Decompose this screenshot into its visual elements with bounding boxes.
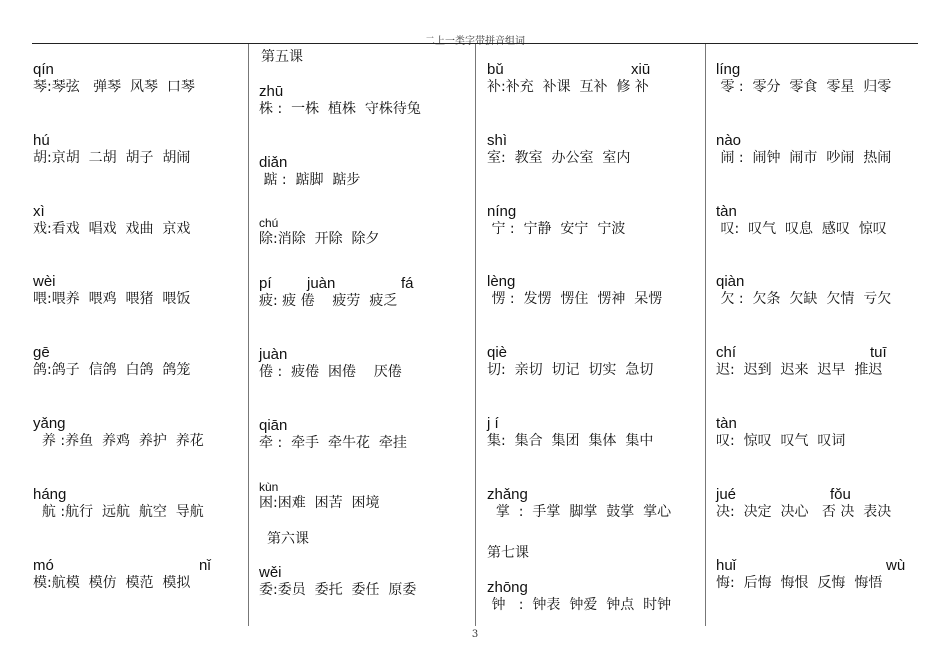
page-number: 3 bbox=[471, 629, 479, 640]
word-list: 疲: 疲 倦 疲劳 疲乏 bbox=[259, 293, 398, 309]
word-list: 欠 : 欠条 欠缺 欠情 亏欠 bbox=[716, 291, 892, 307]
vocab-entry bbox=[487, 127, 702, 167]
column-divider bbox=[248, 44, 249, 626]
column-1 bbox=[33, 44, 245, 626]
vocab-entry bbox=[259, 559, 471, 599]
word-list: 悔: 后悔 悔恨 反悔 悔悟 bbox=[716, 575, 883, 591]
vocab-entry bbox=[716, 339, 916, 379]
vocab-entry bbox=[487, 574, 702, 614]
vocab-entry bbox=[33, 339, 245, 379]
word-list: 株 : 一株 植株 守株待兔 bbox=[259, 101, 421, 117]
vocab-entry bbox=[716, 198, 916, 238]
word-list: 困:困难 困苦 困境 bbox=[259, 495, 380, 511]
vocab-entry bbox=[33, 481, 245, 521]
pinyin: huǐ bbox=[716, 557, 737, 574]
word-list: 鸽:鸽子 信鸽 白鸽 鸽笼 bbox=[33, 362, 191, 378]
vocab-entry bbox=[487, 410, 702, 450]
vocab-entry bbox=[33, 410, 245, 450]
pinyin: chú bbox=[259, 216, 279, 230]
pinyin: qiàn bbox=[716, 273, 745, 290]
vocab-entry bbox=[487, 339, 702, 379]
word-list: 踮 : 踮脚 踮步 bbox=[259, 172, 361, 188]
word-list: 喂:喂养 喂鸡 喂猪 喂饭 bbox=[33, 291, 191, 307]
pinyin: wěi bbox=[259, 564, 282, 581]
word-list: 切: 亲切 切记 切实 急切 bbox=[487, 362, 654, 378]
vocab-entry bbox=[716, 410, 916, 450]
pinyin: wèi bbox=[33, 273, 56, 290]
word-list: 琴:琴弦 弹琴 风琴 口琴 bbox=[33, 79, 195, 95]
column-divider bbox=[705, 44, 706, 626]
pinyin: juàn bbox=[307, 275, 336, 292]
vocab-entry bbox=[716, 481, 916, 521]
pinyin: diǎn bbox=[259, 154, 288, 171]
vocab-entry bbox=[487, 198, 702, 238]
vocab-entry bbox=[716, 127, 916, 167]
vocab-entry bbox=[259, 208, 471, 248]
pinyin: tàn bbox=[716, 415, 737, 432]
column-4 bbox=[716, 44, 916, 626]
pinyin: xì bbox=[33, 203, 45, 220]
pinyin: tuī bbox=[870, 344, 887, 361]
column-3 bbox=[487, 44, 702, 626]
word-list: 牵 : 牵手 牵牛花 牵挂 bbox=[259, 435, 407, 451]
pinyin: qiān bbox=[259, 417, 288, 434]
vocab-entry bbox=[716, 552, 916, 592]
pinyin: bǔ bbox=[487, 61, 504, 78]
pinyin: hú bbox=[33, 132, 50, 149]
vocab-entry bbox=[259, 149, 471, 189]
pinyin: lèng bbox=[487, 273, 516, 290]
pinyin: chí bbox=[716, 344, 737, 361]
pinyin: j í bbox=[487, 415, 499, 432]
vocab-entry bbox=[33, 56, 245, 96]
pinyin: wù bbox=[886, 557, 906, 574]
vocab-entry bbox=[259, 412, 471, 452]
word-list: 养 :养鱼 养鸡 养护 养花 bbox=[33, 433, 204, 449]
pinyin: fǒu bbox=[830, 486, 851, 503]
word-list: 掌 : 手掌 脚掌 鼓掌 掌心 bbox=[487, 504, 672, 520]
pinyin: xiū bbox=[631, 61, 651, 78]
pinyin: yǎng bbox=[33, 415, 66, 432]
word-list: 闹 : 闹钟 闹市 吵闹 热闹 bbox=[716, 150, 892, 166]
pinyin: pí bbox=[259, 275, 272, 292]
vocab-entry bbox=[33, 268, 245, 308]
pinyin: tàn bbox=[716, 203, 737, 220]
vocab-entry bbox=[33, 127, 245, 167]
word-list: 愣 : 发愣 愣住 愣神 呆愣 bbox=[487, 291, 663, 307]
vocab-entry bbox=[259, 341, 471, 381]
pinyin: nào bbox=[716, 132, 742, 149]
pinyin: qín bbox=[33, 61, 54, 78]
word-list: 零 : 零分 零食 零星 归零 bbox=[716, 79, 892, 95]
pinyin: kùn bbox=[259, 480, 279, 494]
word-list: 叹: 叹气 叹息 感叹 惊叹 bbox=[716, 221, 887, 237]
pinyin: shì bbox=[487, 132, 508, 149]
vocab-entry bbox=[259, 78, 471, 118]
pinyin: nǐ bbox=[199, 557, 211, 574]
word-list: 模:航模 模仿 模范 模拟 bbox=[33, 575, 191, 591]
vocab-entry bbox=[487, 268, 702, 308]
pinyin: zhōng bbox=[487, 579, 528, 596]
word-list: 叹: 惊叹 叹气 叹词 bbox=[716, 433, 846, 449]
pinyin: qiè bbox=[487, 344, 508, 361]
word-list: 除:消除 开除 除夕 bbox=[259, 231, 380, 247]
word-list: 集: 集合 集团 集体 集中 bbox=[487, 433, 654, 449]
word-list: 戏:看戏 唱戏 戏曲 京戏 bbox=[33, 221, 191, 237]
pinyin: jué bbox=[716, 486, 737, 503]
pinyin: gē bbox=[33, 344, 50, 361]
column-divider bbox=[475, 44, 476, 626]
lesson-heading: 第五课 bbox=[261, 49, 303, 65]
pinyin: zhǎng bbox=[487, 486, 528, 503]
word-list: 决: 决定 决心 否 决 表决 bbox=[716, 504, 892, 520]
page-header-title: 二上一类字带拼音组词 bbox=[425, 36, 525, 47]
vocab-entry bbox=[33, 552, 245, 592]
vocab-entry bbox=[487, 56, 702, 96]
pinyin: juàn bbox=[259, 346, 288, 363]
lesson-heading: 第六课 bbox=[267, 531, 309, 547]
word-list: 室: 教室 办公室 室内 bbox=[487, 150, 631, 166]
word-list: 委:委员 委托 委任 原委 bbox=[259, 582, 417, 598]
vocab-entry bbox=[716, 268, 916, 308]
vocab-entry bbox=[259, 270, 471, 310]
word-list: 宁 : 宁静 安宁 宁波 bbox=[487, 221, 626, 237]
word-list: 补:补充 补课 互补 修 补 bbox=[487, 79, 649, 95]
vocab-entry bbox=[259, 472, 471, 512]
vocab-entry bbox=[487, 481, 702, 521]
vocab-entry bbox=[716, 56, 916, 96]
word-list: 钟 : 钟表 钟爱 钟点 时钟 bbox=[487, 597, 672, 613]
pinyin: mó bbox=[33, 557, 54, 574]
pinyin: háng bbox=[33, 486, 67, 503]
pinyin: fá bbox=[401, 275, 414, 292]
pinyin: líng bbox=[716, 61, 741, 78]
word-list: 迟: 迟到 迟来 迟早 推迟 bbox=[716, 362, 883, 378]
word-list: 航 :航行 远航 航空 导航 bbox=[33, 504, 204, 520]
pinyin: zhū bbox=[259, 83, 284, 100]
pinyin: níng bbox=[487, 203, 517, 220]
word-list: 胡:京胡 二胡 胡子 胡闹 bbox=[33, 150, 191, 166]
word-list: 倦 : 疲倦 困倦 厌倦 bbox=[259, 364, 402, 380]
vocab-entry bbox=[33, 198, 245, 238]
column-2 bbox=[259, 44, 471, 626]
lesson-heading: 第七课 bbox=[487, 545, 529, 561]
